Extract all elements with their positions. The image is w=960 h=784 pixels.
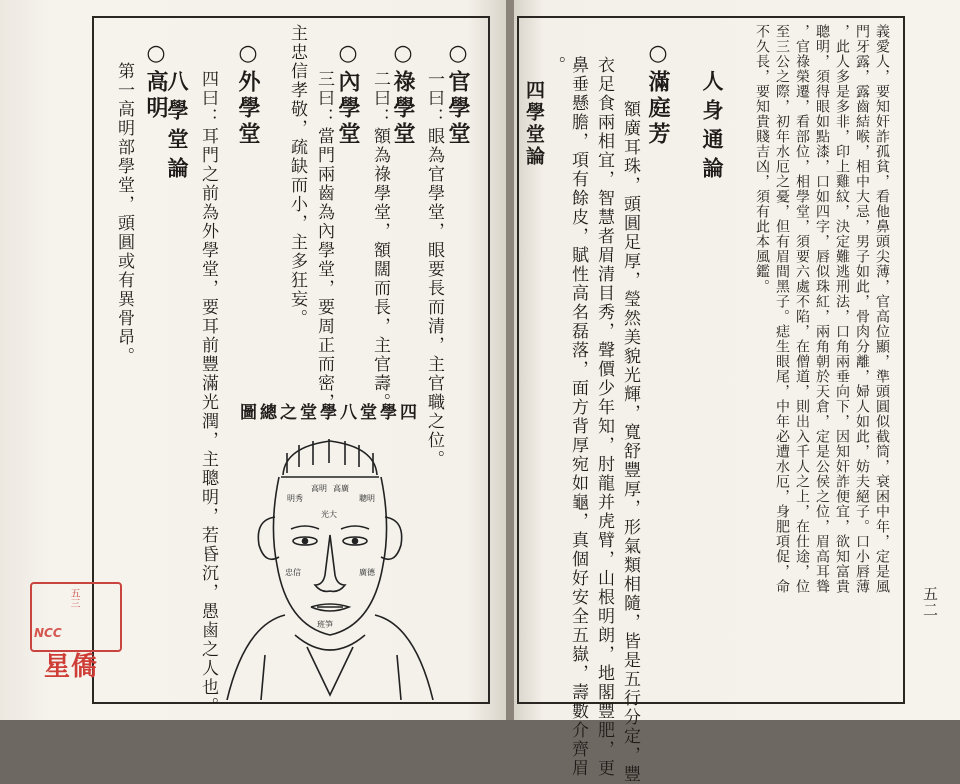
section-title-ba-xuetang: 八學堂論 (165, 70, 190, 186)
book-gutter (506, 0, 514, 720)
label-cong-ming: 聰明 (359, 494, 375, 503)
text-column: 至三公之際，初年水厄之憂，但有眉間黑子。痣生眼尾，中年必遭水厄，身肥項促，命 (774, 24, 790, 594)
heading-wai-xuetang: ○外學堂 (235, 40, 261, 148)
heading-nei-xuetang: ○內學堂 (335, 40, 361, 148)
text-column: 一曰：眼為官學堂，眼要長而清，主官職之位。 (424, 70, 444, 469)
heading-man-ting-fang: ○滿庭芳 (645, 40, 671, 148)
label-zhong-xin: 忠信 (285, 568, 301, 577)
text-column: 衣足食兩相宜，智慧者眉清目秀，聲價少年知，肘龍并虎臂，山根明朗，地閣豐肥，更 (594, 56, 614, 778)
heading-gao-ming: ○高明 (143, 40, 169, 122)
text-column: 主忠信孝敬，疏缺而小，主多狂妄。 (287, 24, 307, 328)
text-column: 二曰：額為祿學堂，額闊而長，主官壽。 (370, 70, 390, 412)
label-gao-ming: 高明 (311, 484, 327, 493)
label-guang-da: 光大 (321, 510, 337, 519)
section-title-si-xuetang: 四學堂論 (523, 80, 545, 168)
seal-name: 星僑 (44, 652, 99, 682)
text-column: 聰明，須得眼如點漆，口如四字，唇似珠紅，兩角朝於天倉，定是公侯之位，眉高耳聳 (814, 24, 830, 594)
seal-brand: NCC (34, 626, 62, 640)
text-column: 鼻垂懸膽，項有餘皮，賦性高名磊落，面方背厚宛如龜，真個好安全五嶽，壽數介齊眉 (568, 56, 588, 778)
heading-guan-xuetang: ○官學堂 (445, 40, 471, 148)
text-column: 不久長，要知貴賤吉凶，須有此本風鑑。 (754, 24, 770, 294)
label-ming-xiu: 明秀 (287, 494, 303, 503)
label-ban-sun: 班笋 (317, 620, 333, 629)
text-column: ，官祿榮遷，看部位，相學堂，須要六處不陷，在僧道，則出入千人之上，在仕途，位 (794, 24, 810, 594)
face-diagram (225, 425, 435, 700)
right-ear (381, 517, 402, 559)
page-number: 五二 (921, 586, 939, 618)
text-column: 三曰：當門兩齒為內學堂，要周正而密， (314, 70, 334, 412)
diagram-title: 四學堂八學堂之總圖 (240, 403, 420, 423)
heading-lu-xuetang: ○祿學堂 (390, 40, 416, 148)
seal-top-text: 五三 (68, 588, 79, 608)
text-column: 。 (545, 56, 565, 75)
watermark-seal (30, 582, 122, 690)
text-column: 四曰：耳門之前為外學堂，要耳前豐滿光潤，主聰明，若昏沉，愚鹵之人也。 (198, 70, 218, 716)
cap-outline (283, 441, 377, 475)
text-column: ，此人多是多非，印上雞紋，決定難逃刑法，口角兩垂向下，因知奸詐便宜，欲知富貴 (834, 24, 850, 594)
label-guang-de: 廣德 (359, 568, 375, 577)
nose (315, 535, 345, 591)
label-gao-guang: 高廣 (333, 484, 349, 493)
text-column: 額廣耳珠，頭圓足厚，瑩然美貌光輝，寬舒豐厚，形氣類相隨，皆是五行分定，豐 (620, 100, 640, 784)
text-column: 義愛人，要知奸詐孤貧，看他鼻頭尖薄，官高位顯，準頭圓似截筒，衰困中年，定是風 (874, 24, 890, 594)
section-title-renshen-tonglun: 人身通論 (700, 70, 725, 186)
text-column: 第一高明部學堂，頭圓或有異骨昂。 (114, 62, 134, 366)
text-column: 門牙露，露齒結喉，相中大忌，男子如此，骨肉分離，婦人如此，妨夫絕子。口小唇薄 (854, 24, 870, 594)
left-ear (258, 517, 279, 559)
